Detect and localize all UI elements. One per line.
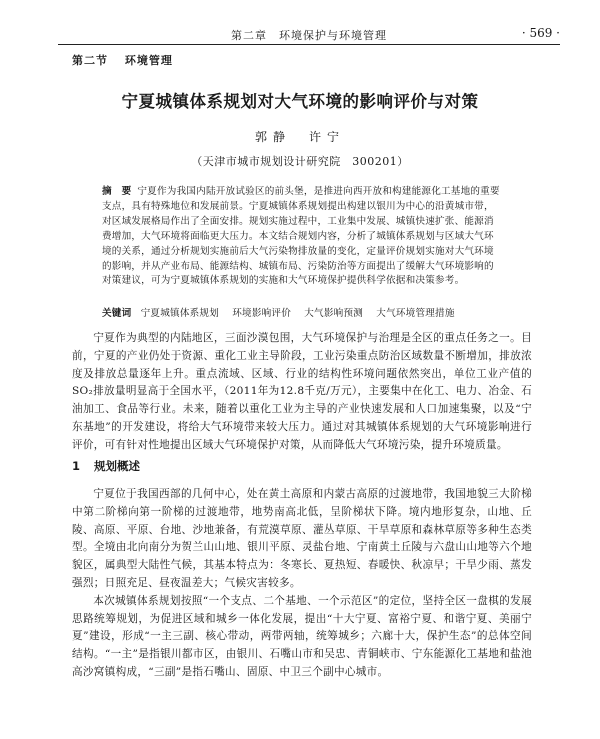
running-header bbox=[58, 26, 560, 45]
chapter-section-heading bbox=[72, 52, 173, 68]
keyword: 大气环境管理措施 bbox=[376, 308, 455, 319]
keyword: 宁夏城镇体系规划 bbox=[140, 308, 219, 319]
keyword: 大气影响预测 bbox=[304, 308, 364, 319]
body-paragraph: 宁夏位于我国西部的几何中心，处在黄土高原和内蒙古高原的过渡地带，我国地貌三大阶梯中第二阶梯向第一阶梯的过渡地带，地势南高北低，呈阶梯状下降。境内地形复杂，山地、丘陵、高原、平原、台地、沙地兼备，有荒漠草原、灌丛草原、干旱草原和森林草原等多种生态类型。全境由北向南分为贺兰山山地、银川平原、灵盐台地、宁南黄土丘陵与六盘山山地等六个地貌区，属典型大陆性气候，其基本特点为：冬寒长、夏热短、春暖快、秋凉早；干旱少雨、蒸发强烈；日照充足、昼夜温差大；气候灾害较多。 bbox=[72, 488, 532, 589]
page-number: · 569 · bbox=[521, 26, 560, 40]
abstract-label: 摘 要 bbox=[102, 186, 132, 197]
paper-affiliation: （天津市城市规划设计研究院 300201） bbox=[191, 155, 409, 168]
section-heading-number: 1 bbox=[72, 459, 81, 473]
section-number: 第二节 bbox=[72, 54, 108, 67]
section-body bbox=[72, 486, 532, 682]
running-title: 第二章 环境保护与环境管理 bbox=[231, 29, 387, 42]
paper-authors: 郭静 许宁 bbox=[254, 130, 345, 144]
abstract-text: 宁夏作为我国内陆开放试验区的前头堡，是推进向西开放和构建能源化工基地的重要支点，具有特殊地位和发展前景。宁夏城镇体系规划提出构建以银川为中心的沿黄城市带，对区域发展格局作出了全面安排。规划实施过程中，工业集中发展、城镇快速扩张、能源消费增加，大气环境将面临更大压力。本文结合规划内容，分析了城镇体系规划与区域大气环境的关系，通过分析规划实施前后大气污染物排放量的变化，定量评价规划实施对大气环境的影响，并从产业布局、能源结构、城镇布局、污染防治等方面提出了缓解大气环境影响的对策建议，可为宁夏城镇体系规划的实施和大气环境保护提供科学依据和决策参考。 bbox=[102, 186, 500, 287]
keywords bbox=[102, 305, 522, 319]
keywords-label: 关键词 bbox=[102, 308, 132, 319]
section-heading-title: 规划概述 bbox=[94, 459, 141, 473]
body-paragraph: 本次城镇体系规划按照“一个支点、二个基地、一个示范区”的定位，坚持全区一盘棋的发展思路统筹规划，为促进区域和城乡一体化发展，提出“十大宁夏、富裕宁夏、和谐宁夏、美丽宁夏”建设，形成“一主三副、核心带动，两带两轴，统筹城乡；六廊十大，保护生态”的总体空间结构。“一主”是指银川都市区，由银川、石嘴山市和吴忠、青铜峡市、宁东能源化工基地和盐池高沙窝镇构成，“三副”是指石嘴山、固原、中卫三个副中心城市。 bbox=[72, 594, 532, 678]
section-heading bbox=[72, 458, 140, 474]
paper-title: 宁夏城镇体系规划对大气环境的影响评价与对策 bbox=[121, 92, 479, 111]
intro-paragraph: 宁夏作为典型的内陆地区，三面沙漠包围，大气环境保护与治理是全区的重点任务之一。目前，宁夏的产业仍处于资源、重化工业主导阶段，工业污染重点防治区域数量不断增加，排放浓度及排放总量逐年上升。重点流域、区域、行业的结构性环境问题依然突出，单位工业产值的SO₂排放量明显高于全国水平，（2011年为12.8千克/万元），主要集中在化工、电力、冶金、石油加工、食品等行业。未来，随着以重化工业为主导的产业快速发展和人口加速集聚，以及“宁东基地”的开发建设，将给大气环境带来较大压力。通过对其城镇体系规划的大气环境影响进行评价，可有针对性地提出区域大气环境保护对策，从而降低大气环境污染，提升环境质量。 bbox=[72, 332, 532, 451]
abstract bbox=[102, 185, 502, 289]
section-title: 环境管理 bbox=[124, 54, 173, 67]
keyword: 环境影响评价 bbox=[232, 308, 292, 319]
